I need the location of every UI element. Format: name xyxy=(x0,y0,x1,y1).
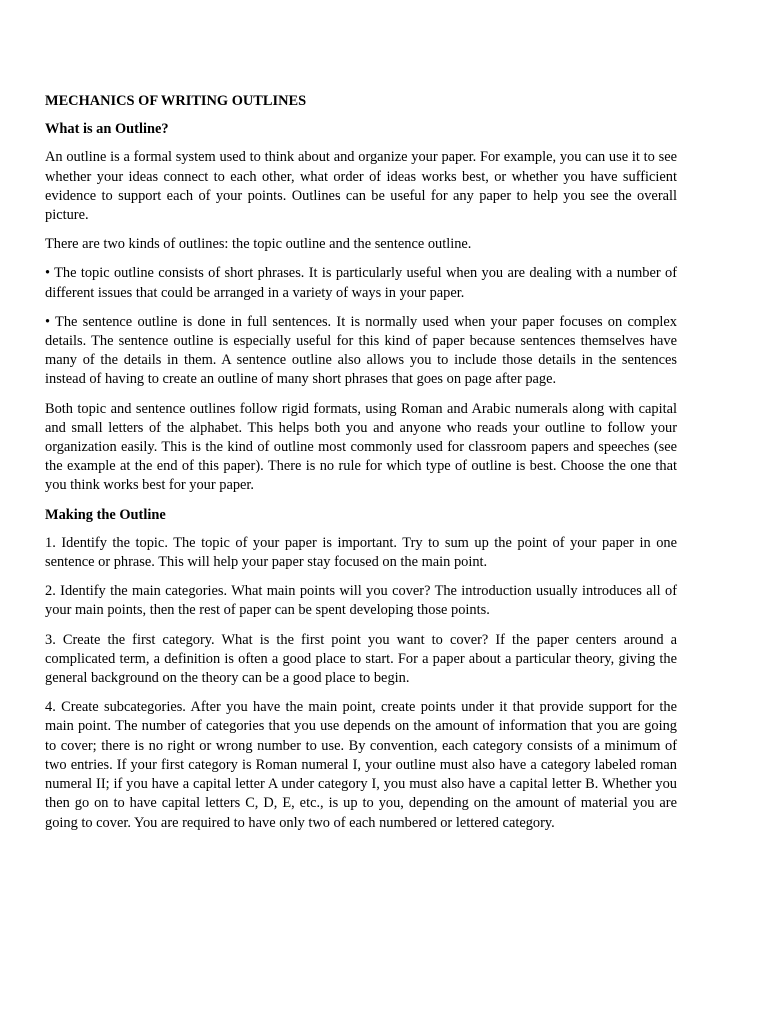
paragraph-step-1: 1. Identify the topic. The topic of your paper is important. Try to sum up the point of your paper in one sentence or phrase. This will help your paper stay focused on the main point. xyxy=(45,534,677,571)
document-title: MECHANICS OF WRITING OUTLINES xyxy=(45,93,307,109)
paragraph-outline-definition: An outline is a formal system used to think about and organize your paper. For example, you can use it to see whether your ideas connect to each other, what order of ideas works best, or whether you have sufficient evidence to support each of your points. Outlines can be useful for any paper to help you see the overall picture. xyxy=(45,149,677,224)
paragraph-topic-outline: • The topic outline consists of short phrases. It is particularly useful when you are dealing with a number of different issues that could be arranged in a variety of ways in your paper. xyxy=(45,265,677,301)
paragraph-step-2: 2. Identify the main categories. What main points will you cover? The introduction usually introduces all of your main points, then the rest of paper can be spent developing those points. xyxy=(45,583,677,619)
section-heading-making-outline: Making the Outline xyxy=(45,506,166,523)
section-heading-what-is-outline: What is an Outline? xyxy=(45,121,169,138)
document-page xyxy=(45,92,677,843)
paragraph-rigid-formats: Both topic and sentence outlines follow rigid formats, using Roman and Arabic numerals along with capital and small letters of the alphabet. This helps both you and anyone who reads your outline to follow your organization easily. This is the kind of outline most commonly used for classroom papers and speeches (see the example at the end of this paper). There is no rule for which type of outline is best. Choose the one that you think works best for your paper. xyxy=(45,400,677,494)
paragraph-step-3: 3. Create the first category. What is the first point you want to cover? If the paper centers around a complicated term, a definition is often a good place to start. For a paper about a particular theory, giving the general background on the theory can be a good place to begin. xyxy=(45,631,677,687)
paragraph-two-kinds: There are two kinds of outlines: the topic outline and the sentence outline. xyxy=(45,236,472,253)
paragraph-sentence-outline: • The sentence outline is done in full sentences. It is normally used when your paper focuses on complex details. The sentence outline is especially useful for this kind of paper because sentences themselves have many of the details in them. A sentence outline also allows you to include those details in the sentences instead of having to create an outline of many short phrases that goes on page after page. xyxy=(45,313,677,388)
paragraph-step-4: 4. Create subcategories. After you have the main point, create points under it that provide support for the main point. The number of categories that you use depends on the amount of information that you are going to cover; there is no right or wrong number to use. By convention, each category consists of a minimum of two entries. If your first category is Roman numeral I, your outline must also have a category labeled roman numeral II; if you have a capital letter A under category I, you must also have a capital letter B. Whether you then go on to have capital letters C, D, E, etc., is up to you, depending on the amount of material you are going to cover. You are required to have only two of each numbered or lettered category. xyxy=(45,699,677,831)
